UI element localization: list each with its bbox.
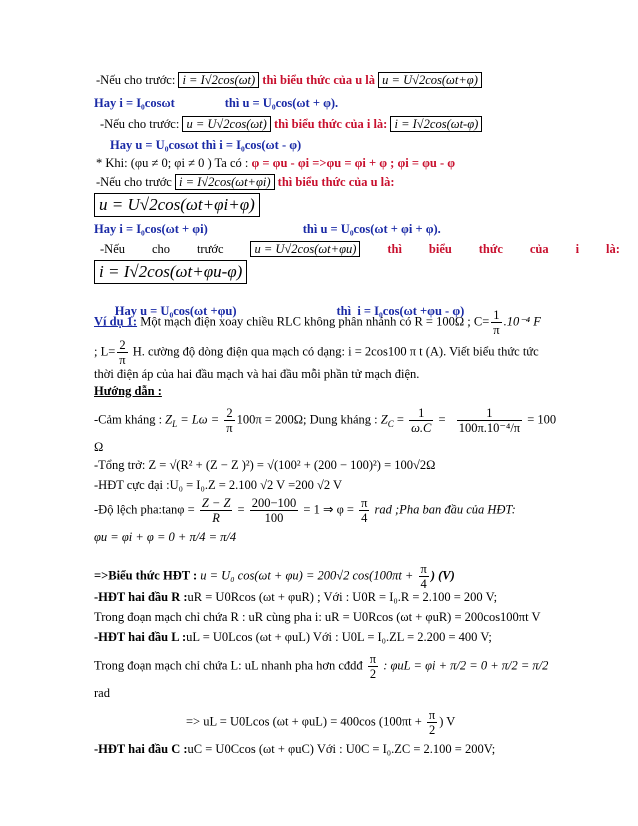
example-line-3: thời điện áp của hai đầu mạch và hai đầu mỗi phần tử mạch điện.: [94, 367, 420, 381]
formula-box: i = I√2cos(ωt-φ): [390, 116, 482, 132]
phase-u-line: φu = φi + φ = 0 + π/4 = π/4: [94, 530, 237, 544]
line-hay-i: Hay i = I₀cosωt thì u = U₀cos(ωt + φ).: [94, 96, 339, 110]
max-voltage-line: -HĐT cực đại :U₀ = I₀.Z = 2.100 √2 V =200 √2 V: [94, 478, 343, 492]
formula-box: i = I√2cos(ωt): [178, 72, 259, 88]
line-given-voltage: -Nếu cho trước: u = U√2cos(ωt) thì biểu thức của i là: i = I√2cos(ωt-φ): [100, 116, 482, 132]
reactance-line: -Cảm kháng : $Z_L = L\omega$ = $\frac{2}{\pi}$ 100π = 200Ω; Dung kháng : $Z_C$ = $\frac{1}{\omega.C}$ = $\frac{1}{\text{100π.10⁻⁴/π}}$ = 100: [94, 406, 557, 435]
example-label: Ví dụ 1:: [94, 314, 138, 329]
resistor-voltage-line: -HĐT hai đầu R :uR = U0Rcos (ωt + φuR) ; Với : U0R = I₀.R = 2.100 = 200 V;: [94, 590, 498, 604]
inductor-voltage-expression: => uL = U0Lcos (ωt + φuL) = 400cos (100πt + $\frac{\pi}{2}$ ) V: [186, 708, 456, 737]
voltage-expression: =>Biểu thức HĐT : u = U₀ cos(ωt + φu) = 200√2 cos(100πt + $\frac{\pi}{4}$ ) (V): [94, 562, 455, 591]
big-formula-u: u = U√2cos(ωt+φi+φ): [94, 193, 260, 217]
impedance-line: -Tổng trở: Z = √(R² + (Z − Z )²) = √(100² + (200 − 100)²) = 100√2Ω: [94, 458, 436, 472]
formula-box: u = U√2cos(ωt+φ): [378, 72, 482, 88]
line-hay-u-phase: Hay u = U₀cos(ωt +φu) thì i = I₀cos(ωt +φu - φ): [108, 304, 465, 319]
rad-unit: rad: [94, 686, 110, 700]
formula-box: i = I√2cos(ωt+φi): [175, 174, 275, 190]
example-line-2: ; L= $\frac{2}{\pi}$ H. cường độ dòng điện qua mạch có dạng: i = 2cos100 π t (A). Viết biểu thức tức: [94, 338, 539, 367]
big-formula-i: i = I√2cos(ωt+φu-φ): [94, 260, 247, 284]
line-given-current: -Nếu cho trước: i = I√2cos(ωt) thì biểu thức của u là u = U√2cos(ωt+φ): [96, 72, 482, 88]
formula-box: u = U√2cos(ωt+φu): [250, 241, 360, 257]
solution-heading: Hướng dẫn :: [94, 384, 162, 398]
inductor-voltage-line: -HĐT hai đầu L :uL = U0Lcos (ωt + φuL) Với : U0L = I₀.ZL = 2.200 = 400 V;: [94, 630, 492, 644]
resistor-voltage-line-2: Trong đoạn mạch chỉ chứa R : uR cùng pha i: uR = U0Rcos (ωt + φuR) = 200cos100πt V: [94, 610, 541, 624]
inductor-phase-line: Trong đoạn mạch chỉ chứa L: uL nhanh pha hơn cđdđ $\frac{\pi}{2}$ : φuL = φi + π/2 = 0 + π/2 = π/2: [94, 652, 549, 681]
line-given-voltage-phase: -Nếu cho trước u = U√2cos(ωt+φu) thì biểu thức của i là:: [100, 241, 620, 256]
formula-box: u = U√2cos(ωt): [182, 116, 270, 132]
omega-unit: Ω: [94, 440, 104, 454]
line-hay-u: Hay u = U₀cosωt thì i = I₀cos(ωt - φ): [110, 138, 302, 152]
line-khi: * Khi: (φu ≠ 0; φi ≠ 0 ) Ta có : φ = φu - φi =>φu = φi + φ ; φi = φu - φ: [96, 156, 456, 170]
phase-line: -Độ lệch pha:tanφ = $\frac{Z - Z}{R}$ = $\frac{200-100}{100}$ = 1 ⇒ φ = $\frac{\pi}{4}$ rad ;Pha ban đầu của HĐT:: [94, 496, 516, 525]
line-given-current-phase: -Nếu cho trước i = I√2cos(ωt+φi) thì biểu thức của u là:: [96, 175, 395, 189]
example-line-1: Ví dụ 1: Một mạch điện xoay chiều RLC không phân nhánh có R = 100Ω ; C= $\frac{1}{\pi}$ .10⁻⁴ F: [94, 308, 541, 337]
line-hay-i-phase: Hay i = I₀cos(ωt + φi) thì u = U₀cos(ωt + φi + φ).: [94, 222, 441, 236]
capacitor-voltage-line: -HĐT hai đầu C :uC = U0Ccos (ωt + φuC) Với : U0C = I₀.ZC = 2.100 = 200V;: [94, 742, 496, 756]
